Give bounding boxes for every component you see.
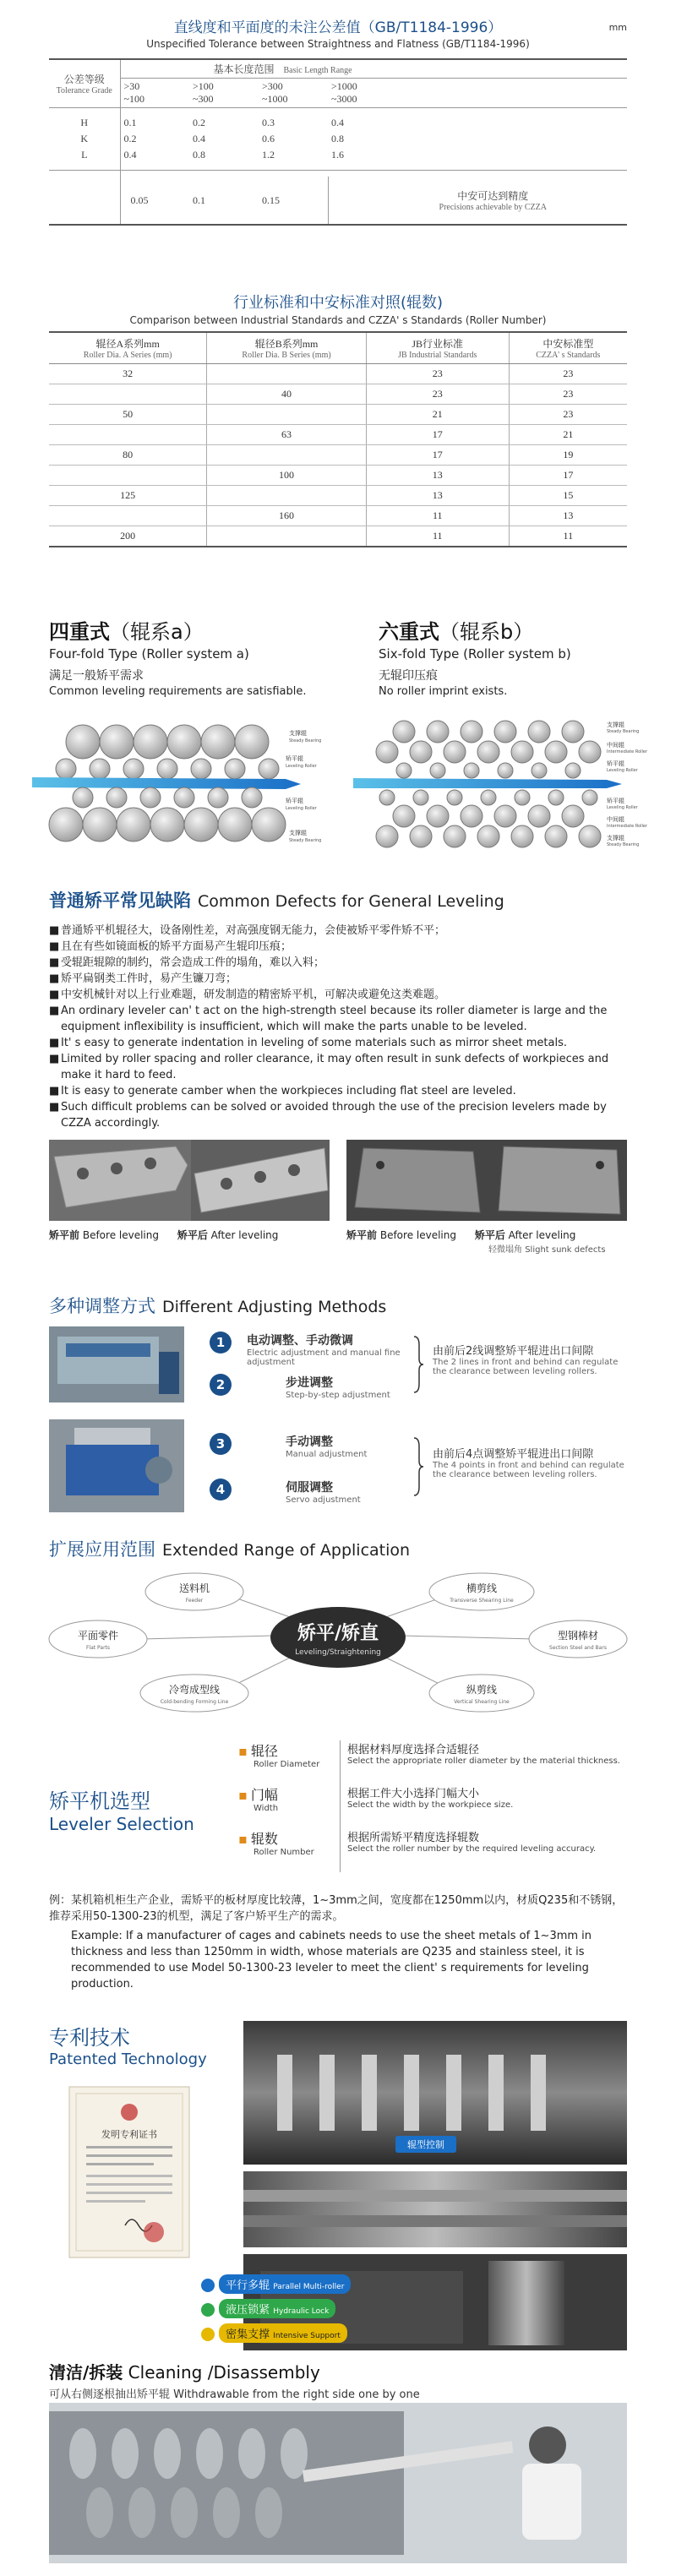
svg-text:Flat Parts: Flat Parts [85, 1645, 111, 1651]
label-level-cn-lower: 矫平辊 [607, 798, 624, 804]
list-item: ■ 普通矫平机辊径大，设备刚性差，对高强度钢无能力，会使被矫平零件矫不平； [49, 924, 446, 937]
tolerance-row: K 0.2 0.4 0.6 0.8 [49, 131, 627, 147]
feature-dot-icon [201, 2328, 215, 2341]
note-bottom: 由前后4点调整矫平辊进出口间隙 The 4 points in front and behind can regulate the clearance between leveling rollers. [433, 1448, 624, 1479]
table-row: 200 11 11 [49, 526, 627, 547]
svg-text:Vertical Shearing Line: Vertical Shearing Line [454, 1699, 510, 1705]
list-item: ■ 受辊距辊隙的制约，常会造成工件的塌角，难以入料； [49, 956, 325, 969]
list-item: ■ 中安机械针对以上行业难题，研发制造的精密矫平机，可解决或避免这类难题。 [49, 988, 446, 1001]
defects-title: 普通矫平常见缺陷 Common Defects for General Leveling [49, 890, 504, 911]
comparison-title-cn: 行业标准和中安标准对照(辊数) [232, 294, 444, 312]
sheet-photo [346, 1140, 627, 1221]
node-feeder [145, 1573, 243, 1610]
node-section-steel [529, 1620, 627, 1658]
photo-captions-left: 矫平前 Before leveling 矫平后 After leveling [49, 1229, 279, 1241]
node-flat-parts [49, 1620, 147, 1658]
comparison-section [49, 291, 627, 547]
svg-text:型钢棒材: 型钢棒材 [557, 1630, 599, 1642]
table-row: 100 13 17 [49, 466, 627, 486]
method-1: 1 电动调整、手动微调 Electric adjustment and manual fine adjustment [210, 1332, 232, 1353]
label-mid-en-lower: Intermediate Roller [607, 824, 648, 829]
patent-title: 专利技术 Patented Technology [49, 2026, 207, 2068]
six-fold-sub: （辊系b） [439, 620, 534, 644]
label-steady-cn: 支撑辊 [289, 730, 307, 737]
six-fold-type [379, 615, 571, 698]
selection-title: 矫平机选型 Leveler Selection [49, 1789, 194, 1834]
four-fold-title-en: Four-fold Type (Roller system a) [49, 646, 249, 662]
list-item: ■ 且在有些如镜面板的矫平方面易产生辊印压痕； [49, 940, 292, 953]
method-3-number: 3 [210, 1433, 232, 1455]
list-item: ■ An ordinary leveler can' t act on the high-strength steel because its roller diameter is large and the equipment inflexibility is insufficient, which will make the parts unable to be leveled. [49, 1005, 608, 1033]
lower-steady-rollers [376, 825, 601, 847]
option-roller-number: ▪ 辊数 Roller Number 根据所需矫平精度选择辊数 Select the roller number by the required leveling accuracy. [238, 1828, 627, 1872]
option-roller-diameter: ▪ 辊径 Roller Diameter 根据材料厚度选择合适辊径 Select the appropriate roller diameter by the material thickness. [238, 1740, 627, 1784]
comparison-header-row: 辊径A系列mm Roller Dia. A Series (mm) 辊径B系列mm Roller Dia. B Series (mm) JB行业标准 JB Industrial Standards 中安标准型 CZZA' s Standards [49, 332, 627, 364]
label-steady-en-lower: Steady Bearing [607, 842, 640, 847]
table-row: 160 11 13 [49, 506, 627, 526]
label-level-en: Leveling Roller [607, 768, 638, 773]
application-diagram [49, 1566, 627, 1718]
adjust-photo-bottom [49, 1419, 184, 1512]
method-3: 3 手动调整 Manual adjustment [210, 1433, 232, 1455]
seal-icon [121, 2104, 138, 2121]
unit-label: mm [608, 22, 627, 33]
range-cell: >100 ~300 [189, 79, 259, 108]
node-transverse [429, 1573, 534, 1610]
tolerance-title-en: Unspecified Tolerance between Straightness and Flatness (GB/T1184-1996) [146, 38, 530, 50]
node-vertical [429, 1675, 534, 1712]
selection-options [238, 1740, 627, 1872]
label-steady-cn-lower: 支撑辊 [607, 835, 624, 841]
svg-text:纵剪线: 纵剪线 [466, 1684, 498, 1696]
lower-leveling-rollers [379, 790, 597, 805]
list-item: ■ It is easy to generate camber when the workpieces including flat steel are leveled. [49, 1085, 516, 1097]
table-row: 40 23 23 [49, 384, 627, 405]
node-cold-bending [140, 1675, 248, 1712]
six-fold-desc-en: No roller imprint exists. [379, 685, 508, 698]
brace-bottom [412, 1436, 424, 1497]
example-cn: 例：某机箱机柜生产企业，需矫平的板材厚度比较薄，1~3mm之间，宽度都在1250mm以内，材质Q235和不锈钢，推荐采用50-1300-23的机型，满足了客户矫平生产的需求。 [49, 1894, 624, 1923]
list-item: ■ Such difficult problems can be solved or avoided through the use of the precision levelers made by CZZA accordingly. [49, 1101, 607, 1130]
cleaning-title: 清洁/拆装 Cleaning /Disassembly [49, 2362, 320, 2383]
adjusting-section [49, 1293, 627, 1529]
range-row [49, 79, 627, 108]
patent-section [49, 2021, 627, 2350]
label-level-cn-lower: 矫平辊 [286, 798, 303, 804]
six-fold-roller-diagram [353, 716, 648, 852]
upper-steady-rollers [393, 721, 584, 743]
feature-parallel: 平行多辊 Parallel Multi-roller [201, 2274, 351, 2294]
range-cell: >300 ~1000 [259, 79, 328, 108]
patent-features [201, 2274, 351, 2343]
range-cell: >30 ~100 [120, 79, 189, 108]
basic-length-header: 基本长度范围 Basic Length Range [120, 59, 627, 79]
photo-group-left [49, 1140, 330, 1255]
svg-text:平面零件: 平面零件 [77, 1630, 119, 1642]
four-fold-desc-cn: 满足一般矫平需求 [49, 669, 144, 683]
center-node [270, 1607, 406, 1668]
certificate-title: 发明专利证书 [101, 2129, 157, 2140]
method-1-number: 1 [210, 1332, 232, 1353]
selection-example [49, 1893, 627, 1992]
table-row: 32 23 23 [49, 364, 627, 384]
workpiece-strip [353, 778, 622, 788]
tolerance-row: H 0.1 0.2 0.3 0.4 [49, 115, 627, 131]
application-title: 扩展应用范围 Extended Range of Application [49, 1539, 411, 1560]
six-fold-title-en: Six-fold Type (Roller system b) [379, 646, 571, 662]
svg-text:Leveling/Straightening: Leveling/Straightening [295, 1648, 381, 1657]
application-section [49, 1536, 627, 1722]
note-top: 由前后2线调整矫平辊进出口间隙 The 2 lines in front and behind can regulate the clearance between leveling rollers. [433, 1345, 619, 1376]
precision-label-en: Precisions achievable by CZZA [439, 203, 547, 212]
feature-dot-icon [201, 2279, 215, 2292]
method-2: 2 步进调整 Step-by-step adjustment [210, 1374, 232, 1396]
feature-hydraulic: 液压锁紧 Hydraulic Lock [201, 2299, 351, 2318]
feature-support: 密集支撑 Intensive Support [201, 2323, 351, 2343]
method-4-number: 4 [210, 1479, 232, 1500]
four-fold-title-cn: 四重式 [49, 620, 110, 644]
six-fold-desc-cn: 无辊印压痕 [379, 669, 438, 683]
photo-group-right [346, 1140, 627, 1255]
four-fold-type [49, 615, 306, 698]
label-level-en-lower: Leveling Roller [286, 806, 317, 811]
tolerance-table [49, 58, 627, 226]
label-steady-en: Steady Bearing [607, 729, 640, 734]
label-level-en: Leveling Roller [286, 764, 317, 769]
label-steady-cn-lower: 支撑辊 [289, 830, 307, 836]
label-mid-cn-lower: 中间辊 [607, 816, 624, 823]
svg-text:矫平/矫直: 矫平/矫直 [297, 1623, 379, 1644]
cleaning-photo [49, 2403, 627, 2563]
cleaning-section [49, 2359, 627, 2570]
range-cell: >1000 ~3000 [328, 79, 397, 108]
four-fold-sub: （辊系a） [110, 620, 204, 644]
label-level-cn: 矫平辊 [286, 755, 303, 762]
svg-text:送料机: 送料机 [178, 1582, 210, 1594]
roller-types-section [49, 615, 648, 869]
lower-intermediate-rollers [393, 805, 584, 827]
list-item: ■ 矫平扁钢类工件时，易产生镰刀弯； [49, 972, 237, 985]
label-steady-en: Steady Bearing [289, 738, 322, 743]
four-fold-roller-diagram [32, 716, 322, 852]
four-fold-desc-en: Common leveling requirements are satisfiable. [49, 685, 307, 698]
table-row: 63 17 21 [49, 425, 627, 445]
list-item: ■ It' s easy to generate indentation in leveling of some materials such as mirror sheet metals. [49, 1037, 567, 1049]
comparison-title-en: Comparison between Industrial Standards and CZZA' s Standards (Roller Number) [129, 314, 547, 326]
label-steady-cn: 支撑辊 [607, 722, 624, 728]
list-item: ■ Limited by roller spacing and roller clearance, it may often result in sunk defects of workpieces and make it hard to feed. [49, 1053, 609, 1081]
defects-section [49, 887, 627, 1255]
feature-dot-icon [201, 2303, 215, 2317]
svg-text:冷弯成型线: 冷弯成型线 [168, 1684, 221, 1696]
roll-control-label: 辊型控制 [407, 2139, 444, 2150]
svg-text:Transverse Shearing Line: Transverse Shearing Line [450, 1598, 514, 1604]
adjusting-title: 多种调整方式 Different Adjusting Methods [49, 1296, 387, 1316]
svg-text:Feeder: Feeder [185, 1598, 204, 1604]
patent-certificate-image [66, 2083, 193, 2261]
defects-list [49, 923, 627, 1131]
precision-row: 0.05 0.1 0.15 中安可达到精度 Precisions achievable by CZZA [49, 177, 627, 225]
upper-steady-rollers [66, 725, 269, 759]
svg-text:Section Steel and Bars: Section Steel and Bars [549, 1645, 607, 1651]
method-2-number: 2 [210, 1374, 232, 1396]
brace-top [412, 1335, 424, 1394]
tolerance-row [49, 170, 627, 177]
example-en: Example: If a manufacturer of cages and cabinets needs to use the sheet metals of 1~3mm in thickness and less than 1250mm in width, whose materials are Q235 and stainless steel, it is recommended to use Model 50-1300-23 leveler to meet the client' s requirements for leveling production. [71, 1930, 592, 1991]
table-row: 80 17 19 [49, 445, 627, 466]
adjust-photo-top [49, 1326, 184, 1402]
upper-intermediate-rollers [376, 741, 601, 763]
upper-leveling-rollers [396, 763, 581, 778]
method-4: 4 伺服调整 Servo adjustment [210, 1479, 232, 1500]
option-width: ▪ 门幅 Width 根据工件大小选择门幅大小 Select the width by the workpiece size. [238, 1784, 627, 1828]
label-steady-en-lower: Steady Bearing [289, 838, 322, 843]
table-row: 50 21 23 [49, 405, 627, 425]
svg-text:横剪线: 横剪线 [466, 1582, 498, 1594]
precision-label-cn: 中安可达到精度 [457, 190, 529, 202]
workpiece-strip [32, 777, 301, 789]
upper-leveling-rollers [56, 759, 279, 779]
table-row: 125 13 15 [49, 486, 627, 506]
comparison-table [49, 331, 627, 547]
cleaning-subtitle: 可从右侧逐根抽出矫平辊 Withdrawable from the right side one by one [49, 2388, 420, 2401]
lower-leveling-rollers [73, 787, 262, 808]
grade-header: 公差等级 Tolerance Grade [49, 59, 120, 108]
flat-bar-photo [49, 1140, 330, 1221]
label-mid-cn: 中间辊 [607, 742, 624, 749]
label-level-cn: 矫平辊 [607, 760, 624, 767]
six-fold-title-cn: 六重式 [379, 620, 439, 644]
tolerance-row [49, 108, 627, 115]
label-mid-en: Intermediate Roller [607, 749, 648, 754]
adjusting-body [49, 1326, 627, 1529]
tolerance-title-cn: 直线度和平面度的未注公差值（GB/T1184-1996） [173, 19, 503, 36]
photo-captions-right: 矫平前 Before leveling 矫平后 After leveling 轻微塌角 Slight sunk defects [346, 1229, 606, 1255]
tolerance-section [49, 15, 627, 226]
label-level-en-lower: Leveling Roller [607, 805, 638, 810]
tolerance-row: L 0.4 0.8 1.2 1.6 [49, 147, 627, 171]
defect-photos [49, 1140, 627, 1255]
svg-text:Cold-bending Forming Line: Cold-bending Forming Line [160, 1699, 229, 1705]
lower-steady-rollers [49, 808, 286, 841]
